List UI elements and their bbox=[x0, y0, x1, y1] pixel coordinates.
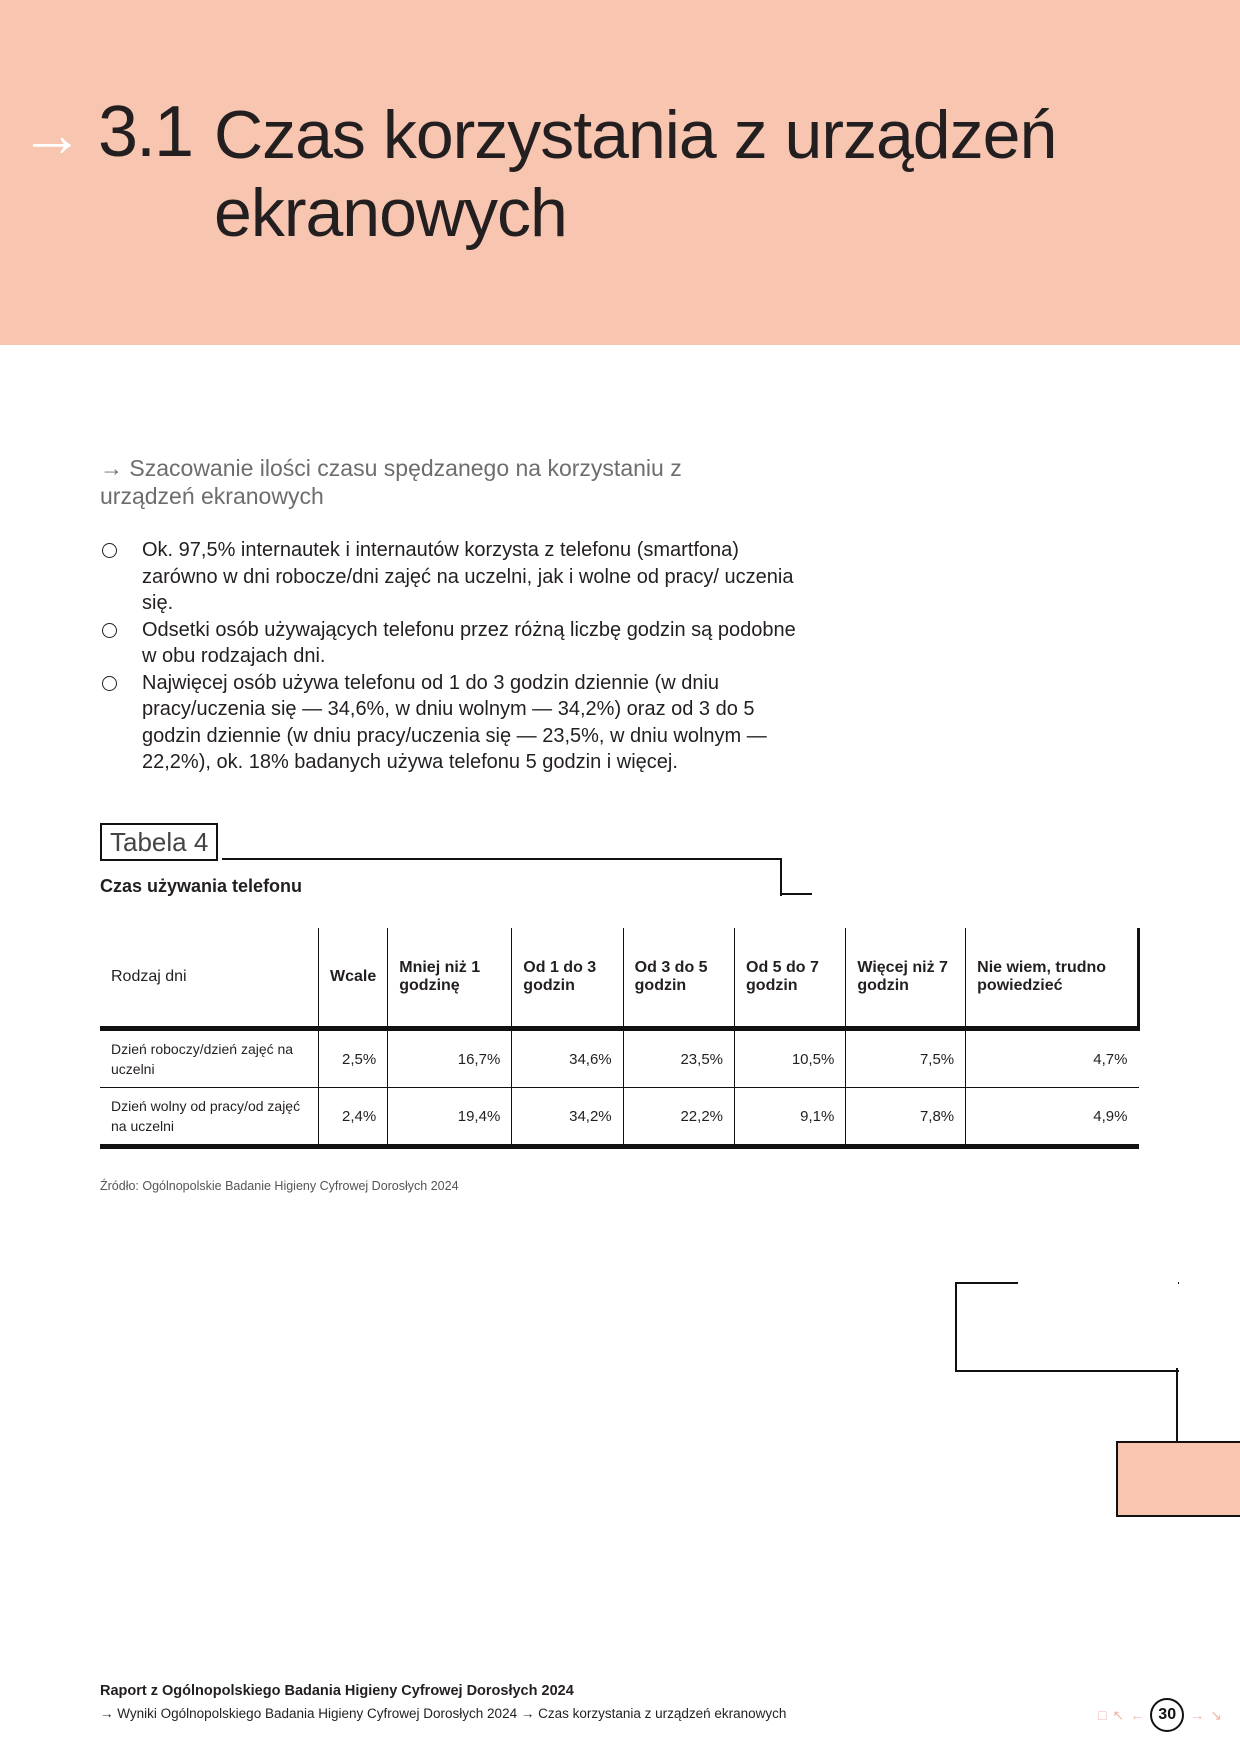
table-row bbox=[100, 1088, 1139, 1147]
footer-breadcrumb[interactable]: → Wyniki Ogólnopolskiego Badania Higieny Cyfrowej Dorosłych 2024 → Czas korzystania z urządzeń ekranowych bbox=[100, 1706, 787, 1721]
table-cell: 7,8% bbox=[846, 1088, 966, 1147]
decorative-box bbox=[1116, 1441, 1240, 1517]
home-icon[interactable]: □ bbox=[1098, 1707, 1107, 1723]
table-source: Źródło: Ogólnopolskie Badanie Higieny Cyfrowej Dorosłych 2024 bbox=[100, 1179, 459, 1193]
table-header-row bbox=[100, 928, 1139, 1029]
circle-bullet-icon bbox=[102, 543, 117, 558]
table-title: Czas używania telefonu bbox=[100, 876, 303, 896]
bullet-item: Najwięcej osób używa telefonu od 1 do 3 godzin dziennie (w dniu pracy/uczenia się — 34,6%, w dniu wolnym — 34,2%) oraz od 3 do 5 godzin dziennie (w dniu pracy/uczenia się — 23,5%, w dniu wolnym — 22,2%), ok. 18% badanych używa telefonu 5 godzin i więcej. bbox=[100, 670, 800, 776]
bullet-list bbox=[100, 537, 800, 776]
table-cell: 7,5% bbox=[846, 1029, 966, 1088]
table-label: Tabela 4 bbox=[100, 823, 218, 861]
column-header: Mniej niż 1 godzinę bbox=[388, 928, 512, 1029]
last-page-icon[interactable]: ↘ bbox=[1210, 1706, 1222, 1723]
table-cell: 10,5% bbox=[735, 1029, 846, 1088]
table-row bbox=[100, 1029, 1139, 1088]
circle-bullet-icon bbox=[102, 676, 117, 691]
row-label: Dzień wolny od pracy/od zajęć na uczelni bbox=[100, 1088, 319, 1147]
decorative-line bbox=[780, 893, 812, 895]
prev-page-icon[interactable]: ← bbox=[1130, 1707, 1145, 1723]
column-header: Od 1 do 3 godzin bbox=[512, 928, 623, 1029]
data-table bbox=[100, 928, 1140, 1149]
decorative-line bbox=[222, 858, 782, 896]
table-cell: 19,4% bbox=[388, 1088, 512, 1147]
column-header: Rodzaj dni bbox=[100, 928, 319, 1029]
table-cell: 2,4% bbox=[319, 1088, 388, 1147]
subheading: → Szacowanie ilości czasu spędzanego na korzystaniu z urządzeń ekranowych bbox=[100, 455, 682, 509]
section-header bbox=[0, 0, 1240, 345]
table-cell: 9,1% bbox=[735, 1088, 846, 1147]
column-header: Od 5 do 7 godzin bbox=[735, 928, 846, 1029]
table-cell: 22,2% bbox=[623, 1088, 734, 1147]
decorative-line bbox=[955, 1282, 1179, 1372]
bullet-item: Odsetki osób używających telefonu przez różną liczbę godzin są podobne w obu rodzajach dni. bbox=[100, 617, 800, 670]
column-header: Od 3 do 5 godzin bbox=[623, 928, 734, 1029]
decorative-gap bbox=[1018, 1281, 1178, 1284]
page-navigation bbox=[1098, 1698, 1222, 1732]
column-header: Wcale bbox=[319, 928, 388, 1029]
circle-bullet-icon bbox=[102, 623, 117, 638]
decorative-line bbox=[1176, 1368, 1178, 1441]
table-cell: 4,7% bbox=[966, 1029, 1139, 1088]
table-cell: 4,9% bbox=[966, 1088, 1139, 1147]
table-cell: 16,7% bbox=[388, 1029, 512, 1088]
column-header: Więcej niż 7 godzin bbox=[846, 928, 966, 1029]
arrow-icon: → bbox=[20, 98, 84, 170]
table-cell: 34,2% bbox=[512, 1088, 623, 1147]
table-cell: 2,5% bbox=[319, 1029, 388, 1088]
table-cell: 23,5% bbox=[623, 1029, 734, 1088]
section-number: 3.1 bbox=[98, 92, 193, 172]
footer-report-title: Raport z Ogólnopolskiego Badania Higieny Cyfrowej Dorosłych 2024 bbox=[100, 1683, 574, 1699]
next-page-icon[interactable]: → bbox=[1190, 1707, 1205, 1723]
first-page-icon[interactable]: ↖ bbox=[1112, 1706, 1125, 1723]
column-header: Nie wiem, trudno powiedzieć bbox=[966, 928, 1139, 1029]
row-label: Dzień roboczy/dzień zajęć na uczelni bbox=[100, 1029, 319, 1088]
bullet-item: Ok. 97,5% internautek i internautów korzysta z telefonu (smartfona) zarówno w dni robocze/dni zajęć na uczelni, jak i wolne od pracy/ uczenia się. bbox=[100, 537, 800, 617]
page-title: Czas korzystania z urządzeń ekranowych bbox=[214, 97, 1057, 251]
table-cell: 34,6% bbox=[512, 1029, 623, 1088]
page-number: 30 bbox=[1150, 1698, 1184, 1732]
